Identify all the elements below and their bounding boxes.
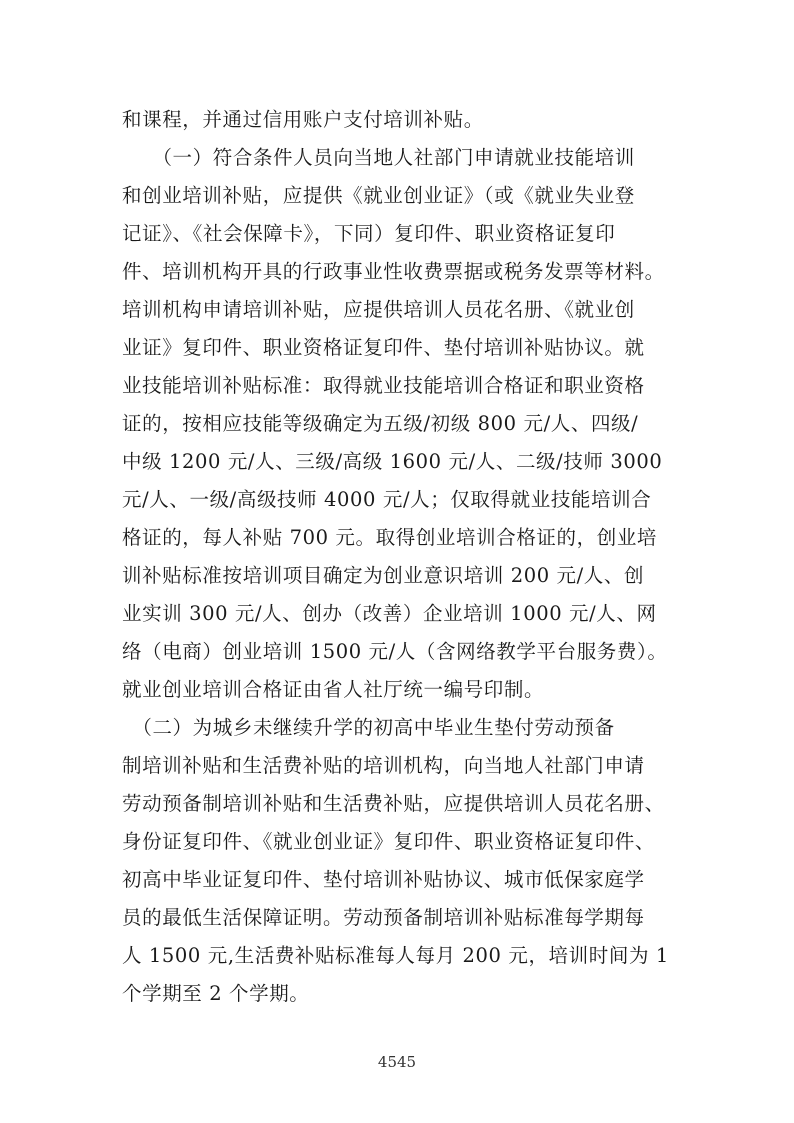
- text-line: 中级 1200 元/人、三级/高级 1600 元/人、二级/技师 3000: [122, 450, 663, 473]
- text-line: 员的最低生活保障证明。劳动预备制培训补贴标准每学期每: [122, 906, 645, 929]
- text-line: 就业创业培训合格证由省人社厅统一编号印制。: [122, 678, 545, 701]
- page-number: 4545: [377, 1053, 417, 1071]
- text-line: 个学期至 2 个学期。: [122, 982, 310, 1005]
- paragraph-2-start: （二）为城乡未继续升学的初高中毕业生垫付劳动预备: [122, 716, 615, 739]
- text-line: 记证》、《社会保障卡》，下同）复印件、职业资格证复印: [122, 222, 616, 245]
- text-line: 人 1500 元,生活费补贴标准每人每月 200 元，培训时间为 1: [122, 944, 669, 967]
- text-line: 格证的，每人补贴 700 元。取得创业培训合格证的，创业培: [122, 526, 658, 549]
- text-line: 初高中毕业证复印件、垫付培训补贴协议、城市低保家庭学: [122, 868, 645, 891]
- text-line: 件、培训机构开具的行政事业性收费票据或税务发票等材料。: [122, 260, 665, 283]
- text-line: 制培训补贴和生活费补贴的培训机构，向当地人社部门申请: [122, 754, 645, 777]
- text-line: 元/人、一级/高级技师 4000 元/人；仅取得就业技能培训合: [122, 488, 652, 511]
- paragraph-1-start: （一）符合条件人员向当地人社部门申请就业技能培训: [122, 146, 635, 169]
- text-line: 证的，按相应技能等级确定为五级/初级 800 元/人、四级/: [122, 412, 639, 435]
- text-line: 和创业培训补贴，应提供《就业创业证》（或《就业失业登: [122, 184, 635, 207]
- text-line: 业实训 300 元/人、创办（改善）企业培训 1000 元/人、网: [122, 602, 657, 625]
- text-line: 和课程，并通过信用账户支付培训补贴。: [122, 108, 484, 131]
- text-line: 训补贴标准按培训项目确定为创业意识培训 200 元/人、创: [122, 564, 645, 587]
- text-line: 劳动预备制培训补贴和生活费补贴，应提供培训人员花名册、: [122, 792, 665, 815]
- text-line: 身份证复印件、《就业创业证》复印件、职业资格证复印件、: [122, 830, 655, 853]
- text-line: 业技能培训补贴标准：取得就业技能培训合格证和职业资格: [122, 374, 645, 397]
- text-line: 业证》复印件、职业资格证复印件、垫付培训补贴协议。就: [122, 336, 645, 359]
- text-line: 培训机构申请培训补贴，应提供培训人员花名册、《就业创: [122, 298, 635, 321]
- text-line: 络（电商）创业培训 1500 元/人（含网络教学平台服务费）。: [122, 640, 668, 663]
